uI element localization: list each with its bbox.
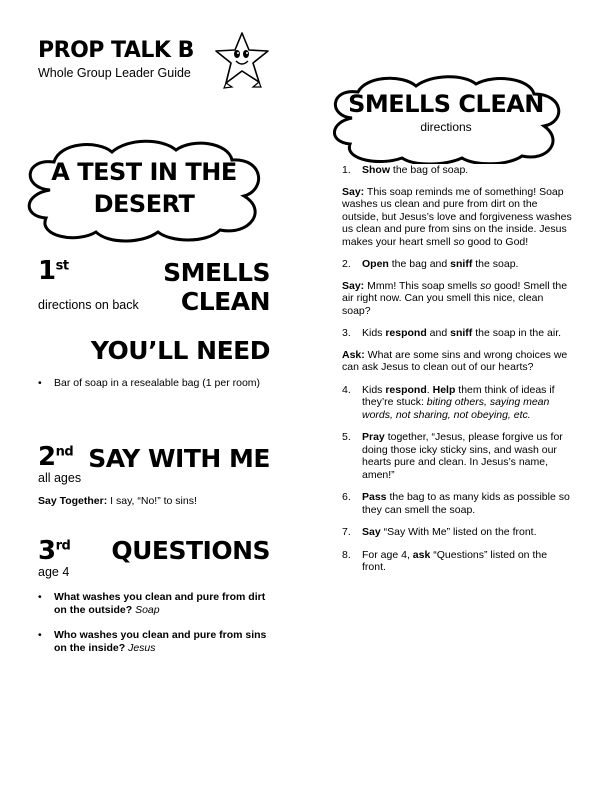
supplies-list — [38, 377, 270, 390]
page-subtitle: Whole Group Leader Guide — [38, 66, 191, 80]
step-item: 8. For age 4, ask “Questions” listed on the front. — [342, 548, 548, 573]
step-item: 2. Open the bag and sniff the soap. — [342, 258, 519, 270]
lesson-title-line1: A TEST IN THE — [51, 158, 237, 186]
ask-paragraph: Ask: What are some sins and wrong choices we can ask Jesus to clean out of our hearts? — [342, 348, 568, 373]
lesson-title-cloud — [20, 136, 268, 244]
age-label: age 4 — [38, 565, 70, 579]
youll-need-heading: YOU’LL NEED — [90, 336, 270, 365]
step-item: 4. Kids respond. Help them think of ideas if they’re stuck: biting others, saying mean words, not sharing, not obeying, etc. — [342, 383, 555, 421]
list-item: • Who washes you clean and pure from sins on the inside? Jesus — [38, 629, 270, 655]
directions-body — [342, 164, 572, 574]
page-title: PROP TALK B — [38, 38, 194, 63]
say-paragraph: Say: This soap reminds me of something! Soap washes us clean and pure from dirt on the outside, but Jesus’s love and forgiveness washes us clean and pure from sins on the inside. Jesus makes your heart smell so good to God! — [342, 185, 572, 248]
section-note: directions on back — [38, 298, 139, 312]
section-number-1st: 1st — [38, 256, 69, 286]
step-item: 6. Pass the bag to as many kids as possible so they can smell the soap. — [342, 491, 570, 516]
section-number-2nd: 2nd — [38, 442, 74, 472]
directions-title-cloud — [326, 72, 566, 164]
say-paragraph: Say: Mmm! This soap smells so good! Smell the air right now. Can you smell this nice, clean soap? — [342, 279, 568, 317]
say-together-text: Say Together: I say, “No!” to sins! — [38, 495, 197, 507]
section-number-3rd: 3rd — [38, 536, 71, 566]
step-item: 3. Kids respond and sniff the soap in the air. — [342, 327, 562, 339]
list-item: • What washes you clean and pure from dirt on the outside? Soap — [38, 591, 270, 617]
directions-title: SMELLS CLEAN — [348, 90, 544, 118]
section-title-smells-clean: SMELLS CLEAN — [163, 258, 270, 316]
section-title-questions: QUESTIONS — [111, 536, 270, 565]
step-item: 7. Say “Say With Me” listed on the front. — [342, 526, 537, 538]
star-mascot-icon — [212, 30, 272, 92]
section-title-say-with-me: SAY WITH ME — [88, 444, 270, 473]
lesson-title-line2: DESERT — [93, 190, 195, 218]
directions-subtitle: directions — [420, 120, 472, 134]
step-item: 5. Pray together, “Jesus, please forgive us for doing those icky sticky sins, and wash our hearts pure and clean. In Jesus’s name, amen!” — [342, 431, 563, 481]
list-item: • Bar of soap in a resealable bag (1 per room) — [38, 377, 270, 390]
questions-list — [38, 591, 270, 655]
step-item: 1. Show the bag of soap. — [342, 164, 469, 176]
age-label: all ages — [38, 471, 82, 485]
